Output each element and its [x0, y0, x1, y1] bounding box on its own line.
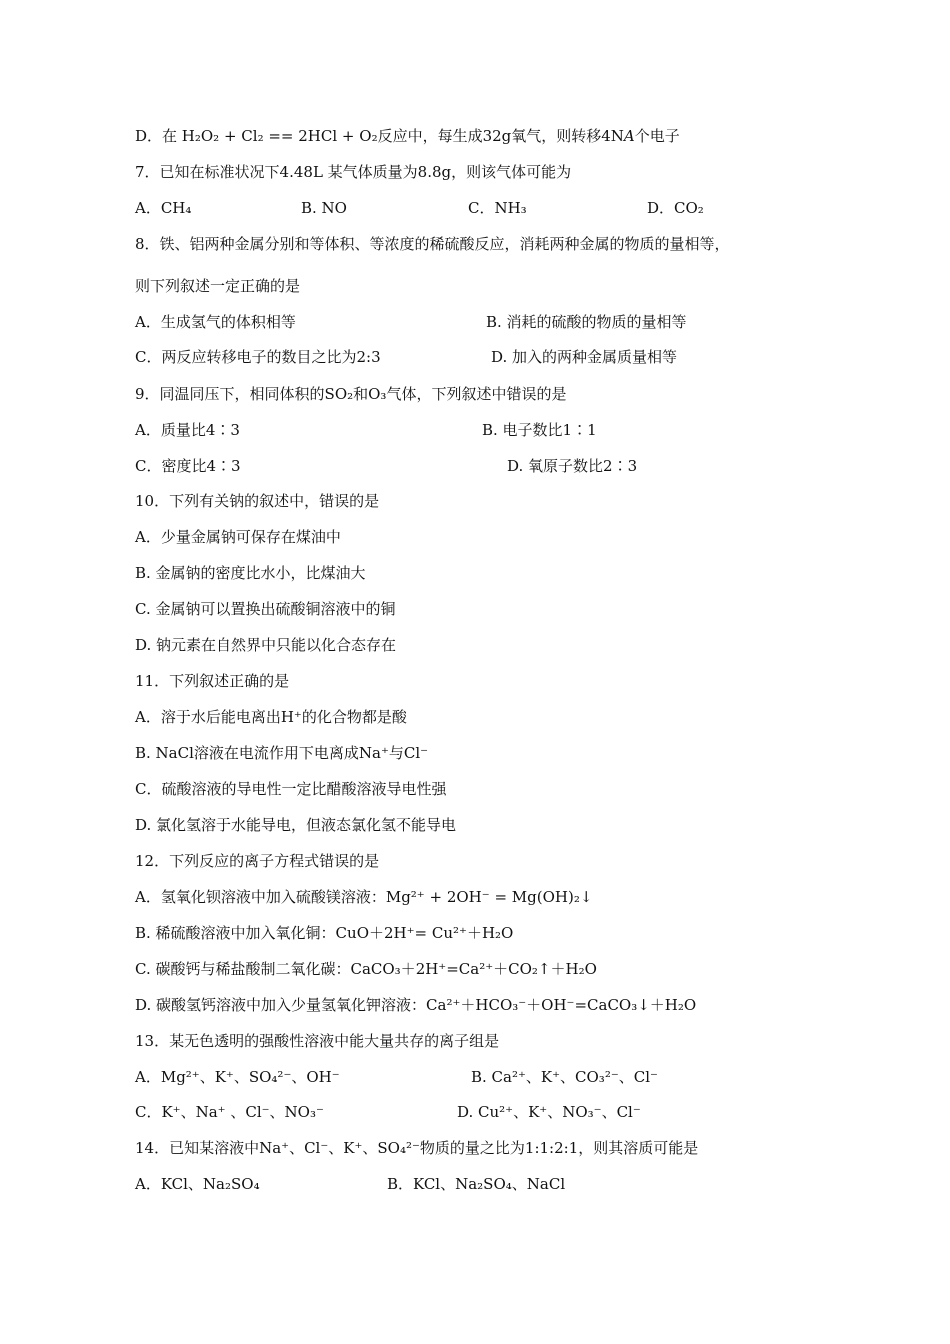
text-line: 14．已知某溶液中Na⁺、Cl⁻、K⁺、SO₄²⁻物质的量之比为1:1:2:1，则其溶质可能是 — [135, 1139, 699, 1157]
answer-option: A．Mg²⁺、K⁺、SO₄²⁻、OH⁻ — [135, 1068, 340, 1086]
answer-option: D．CO₂ — [647, 199, 704, 217]
answer-option: C．两反应转移电子的数目之比为2:3 — [135, 348, 381, 366]
text-line: 8．铁、铝两种金属分别和等体积、等浓度的稀硫酸反应，消耗两种金属的物质的量相等， — [135, 235, 730, 253]
answer-option: A．CH₄ — [135, 199, 192, 217]
text-line: B. 金属钠的密度比水小，比煤油大 — [135, 564, 366, 582]
text-line: A．少量金属钠可保存在煤油中 — [135, 528, 341, 546]
text-line: 则下列叙述一定正确的是 — [135, 277, 301, 295]
text-line: 13．某无色透明的强酸性溶液中能大量共存的离子组是 — [135, 1032, 500, 1050]
answer-option: A．质量比4∶3 — [135, 421, 240, 439]
text-line: C. 金属钠可以置换出硫酸铜溶液中的铜 — [135, 600, 396, 618]
answer-option: C．NH₃ — [468, 199, 527, 217]
answer-option: B. NO — [301, 199, 347, 217]
answer-option: D. 氧原子数比2∶3 — [507, 457, 638, 475]
text-line: B. NaCl溶液在电流作用下电离成Na⁺与Cl⁻ — [135, 744, 429, 762]
answer-option: B. Ca²⁺、K⁺、CO₃²⁻、Cl⁻ — [471, 1068, 658, 1086]
answer-option: B. 电子数比1∶1 — [482, 421, 597, 439]
answer-option: D. 加入的两种金属质量相等 — [491, 348, 678, 366]
text-line: C．硫酸溶液的导电性一定比醋酸溶液导电性强 — [135, 780, 447, 798]
text-line: A．氢氧化钡溶液中加入硫酸镁溶液：Mg²⁺ + 2OH⁻ = Mg(OH)₂↓ — [135, 888, 593, 906]
answer-option: C．K⁺、Na⁺ 、Cl⁻、NO₃⁻ — [135, 1103, 324, 1121]
text-line: 12．下列反应的离子方程式错误的是 — [135, 852, 380, 870]
text-line: D. 氯化氢溶于水能导电，但液态氯化氢不能导电 — [135, 816, 457, 834]
text-line: D．在 H₂O₂ + Cl₂ == 2HCl + O₂反应中，每生成32g氧气，则转移4N𝐴个电子 — [135, 127, 680, 145]
text-line: 10．下列有关钠的叙述中，错误的是 — [135, 492, 380, 510]
answer-option: A．KCl、Na₂SO₄ — [135, 1175, 260, 1193]
answer-option: D. Cu²⁺、K⁺、NO₃⁻、Cl⁻ — [457, 1103, 641, 1121]
text-line: A．溶于水后能电离出H⁺的化合物都是酸 — [135, 708, 407, 726]
answer-option: B．KCl、Na₂SO₄、NaCl — [387, 1175, 566, 1193]
text-line: 7．已知在标准状况下4.48L 某气体质量为8.8g，则该气体可能为 — [135, 163, 572, 181]
answer-option: A．生成氢气的体积相等 — [135, 313, 296, 331]
answer-option: C．密度比4∶3 — [135, 457, 241, 475]
text-line: 9．同温同压下，相同体积的SO₂和O₃气体，下列叙述中错误的是 — [135, 385, 567, 403]
text-line: C. 碳酸钙与稀盐酸制二氧化碳：CaCO₃＋2H⁺=Ca²⁺＋CO₂↑＋H₂O — [135, 960, 597, 978]
text-line: D. 钠元素在自然界中只能以化合态存在 — [135, 636, 397, 654]
text-line: B. 稀硫酸溶液中加入氧化铜：CuO＋2H⁺= Cu²⁺＋H₂O — [135, 924, 514, 942]
text-line: D. 碳酸氢钙溶液中加入少量氢氧化钾溶液：Ca²⁺＋HCO₃⁻＋OH⁻=CaCO₃↓＋H₂O — [135, 996, 697, 1014]
answer-option: B. 消耗的硫酸的物质的量相等 — [486, 313, 687, 331]
text-line: 11．下列叙述正确的是 — [135, 672, 290, 690]
